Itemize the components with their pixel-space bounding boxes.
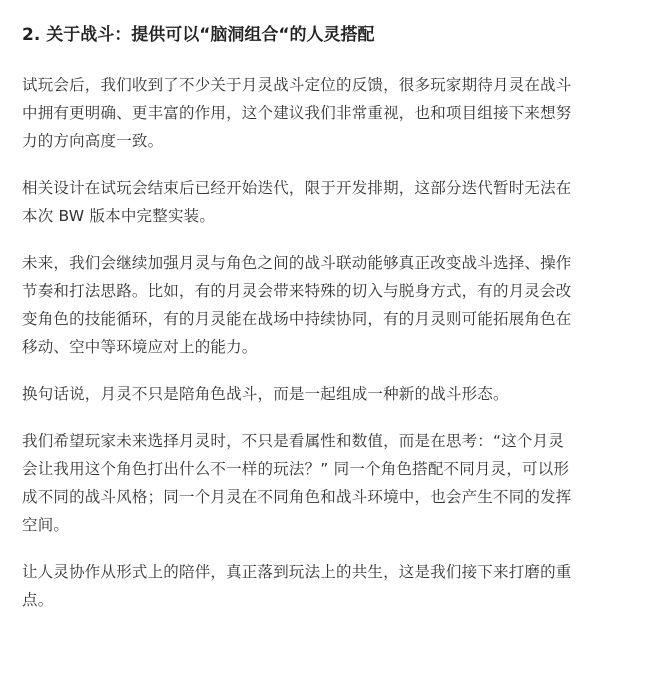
paragraph-line: 中拥有更明确、更丰富的作用，这个建议我们非常重视，也和项目组接下来想努 <box>22 104 572 122</box>
paragraph-line: 点。 <box>22 591 54 609</box>
paragraph-feedback <box>22 71 627 155</box>
paragraph-line: 空间。 <box>22 516 70 534</box>
paragraph-line: 节奏和打法思路。比如，有的月灵会带来特殊的切入与脱身方式，有的月灵会改 <box>22 282 572 300</box>
paragraph-line: 变角色的技能循环，有的月灵能在战场中持续协同，有的月灵则可能拓展角色在 <box>22 310 572 328</box>
paragraph-line: 相关设计在试玩会结束后已经开始迭代，限于开发排期，这部分迭代暂时无法在 <box>22 179 572 197</box>
paragraph-line: 会让我用这个角色打出什么不一样的玩法？” 同一个角色搭配不同月灵，可以形 <box>22 460 570 478</box>
paragraph-conclusion <box>22 558 627 614</box>
paragraph-iteration <box>22 174 627 230</box>
paragraph-line: 未来，我们会继续加强月灵与角色之间的战斗联动能够真正改变战斗选择、操作 <box>22 254 572 272</box>
article-body <box>22 21 627 633</box>
paragraph-line: 我们希望玩家未来选择月灵时，不只是看属性和数值，而是在思考：“这个月灵 <box>22 432 565 450</box>
paragraph-line: 让人灵协作从形式上的陪伴，真正落到玩法上的共生，这是我们接下来打磨的重 <box>22 563 572 581</box>
paragraph-future <box>22 249 627 361</box>
paragraph-hope <box>22 427 627 539</box>
paragraph-line: 试玩会后，我们收到了不少关于月灵战斗定位的反馈，很多玩家期待月灵在战斗 <box>22 76 572 94</box>
paragraph-line: 本次 BW 版本中完整实装。 <box>22 207 216 225</box>
paragraph-line: 力的方向高度一致。 <box>22 132 164 150</box>
paragraph-line: 换句话说，月灵不只是陪角色战斗，而是一起组成一种新的战斗形态。 <box>22 385 509 403</box>
paragraph-summary <box>22 380 627 408</box>
section-heading: 2. 关于战斗：提供可以“脑洞组合“的人灵搭配 <box>22 25 375 45</box>
paragraph-line: 成不同的战斗风格；同一个月灵在不同角色和战斗环境中，也会产生不同的发挥 <box>22 488 572 506</box>
paragraph-line: 移动、空中等环境应对上的能力。 <box>22 338 258 356</box>
